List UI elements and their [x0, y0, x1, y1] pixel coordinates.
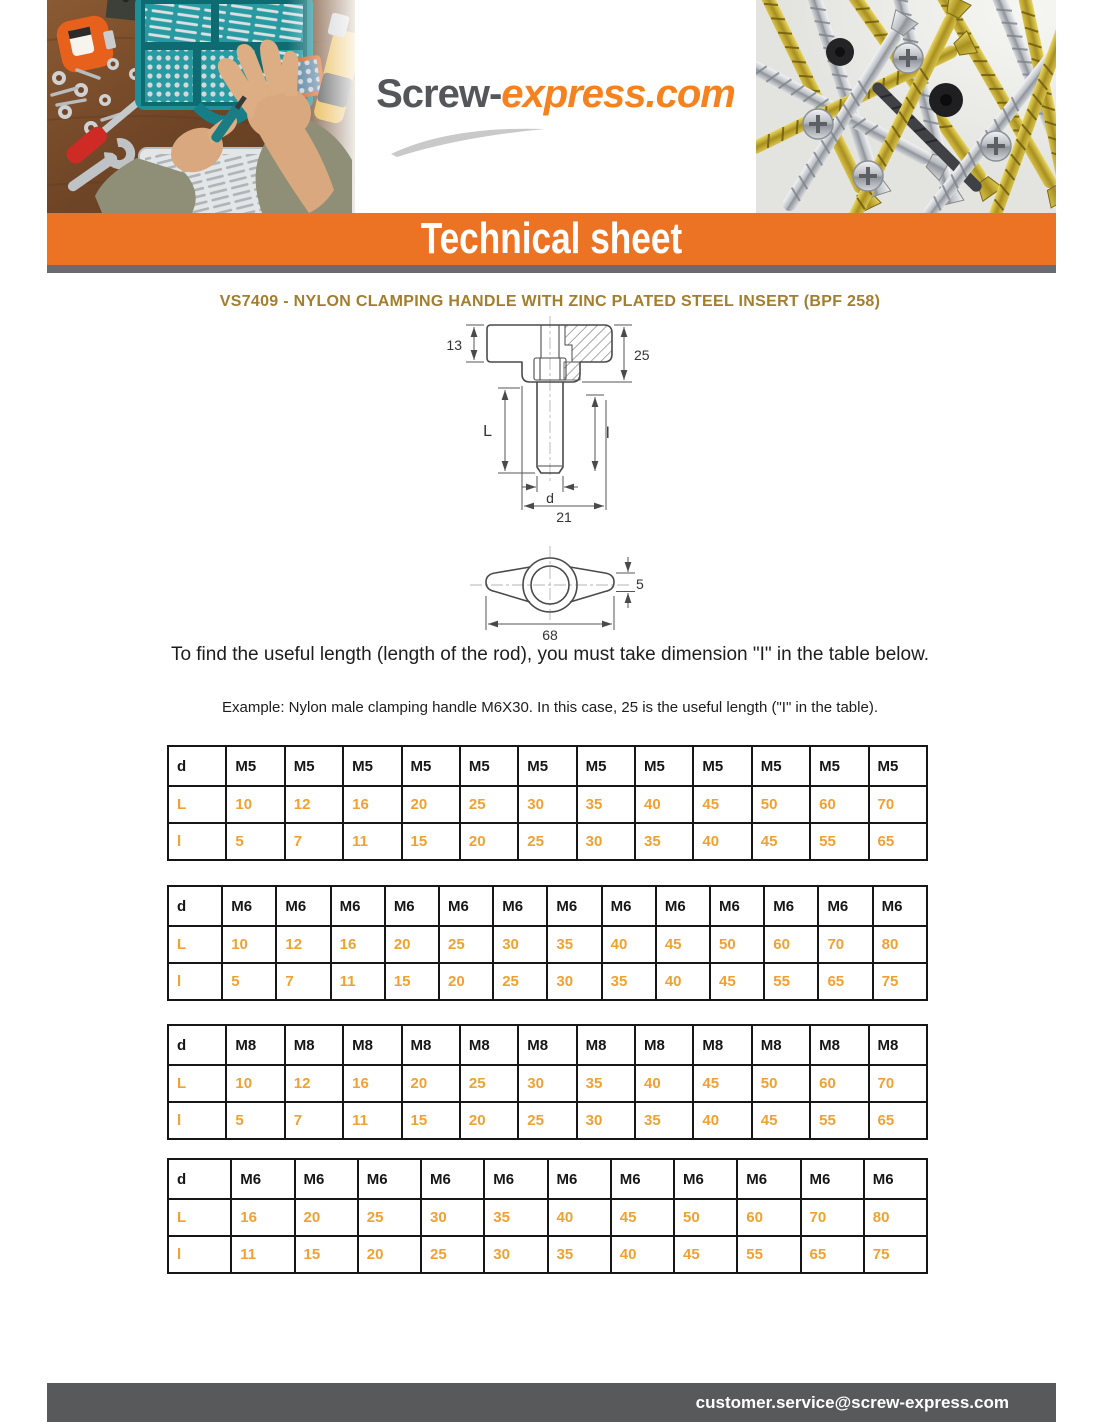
value-cell: 25 — [439, 926, 493, 963]
value-cell: 25 — [493, 963, 547, 1000]
value-cell: 25 — [460, 1065, 518, 1102]
value-cell: M6 — [295, 1159, 358, 1199]
row-label-cell: d — [168, 886, 222, 926]
value-cell: 45 — [752, 1102, 810, 1139]
value-cell: 35 — [547, 926, 601, 963]
value-cell: M8 — [402, 1025, 460, 1065]
value-cell: 45 — [656, 926, 710, 963]
product-title: VS7409 - NYLON CLAMPING HANDLE WITH ZINC PLATED STEEL INSERT (BPF 258) — [219, 293, 881, 310]
value-cell: 20 — [385, 926, 439, 963]
value-cell: 80 — [864, 1199, 927, 1236]
logo-swoosh — [388, 118, 548, 160]
value-cell: 5 — [226, 823, 284, 860]
value-cell: 40 — [693, 823, 751, 860]
length-row — [168, 963, 927, 1000]
value-cell: M6 — [674, 1159, 737, 1199]
value-cell: 70 — [801, 1199, 864, 1236]
value-cell: 50 — [752, 786, 810, 823]
value-cell: 45 — [752, 823, 810, 860]
dim-l: l — [606, 425, 610, 442]
length-row — [168, 1199, 927, 1236]
value-cell: 30 — [421, 1199, 484, 1236]
value-cell: 60 — [737, 1199, 800, 1236]
row-label-cell: l — [168, 963, 222, 1000]
value-cell: 40 — [548, 1199, 611, 1236]
value-cell: 65 — [869, 823, 928, 860]
value-cell: 15 — [385, 963, 439, 1000]
value-cell: 16 — [231, 1199, 294, 1236]
value-cell: 35 — [602, 963, 656, 1000]
value-cell: M5 — [693, 746, 751, 786]
value-cell: 11 — [343, 823, 401, 860]
value-cell: 15 — [402, 823, 460, 860]
dim-5: 5 — [636, 576, 644, 592]
value-cell: 80 — [873, 926, 927, 963]
value-cell: 16 — [343, 1065, 401, 1102]
value-cell: 15 — [402, 1102, 460, 1139]
value-cell: 16 — [331, 926, 385, 963]
value-cell: 15 — [295, 1236, 358, 1273]
value-cell: M6 — [602, 886, 656, 926]
value-cell: M8 — [285, 1025, 343, 1065]
value-cell: M6 — [611, 1159, 674, 1199]
value-cell: 50 — [674, 1199, 737, 1236]
top-view-drawing — [458, 542, 658, 647]
logo-text-gray: Screw- — [376, 72, 502, 116]
row-label-cell: d — [168, 1025, 226, 1065]
value-cell: 45 — [693, 1065, 751, 1102]
value-cell: M6 — [873, 886, 927, 926]
value-cell: 65 — [818, 963, 872, 1000]
value-cell: 70 — [818, 926, 872, 963]
value-cell: 25 — [518, 1102, 576, 1139]
value-cell: 20 — [439, 963, 493, 1000]
value-cell: 55 — [764, 963, 818, 1000]
value-cell: 40 — [635, 1065, 693, 1102]
value-cell: 20 — [295, 1199, 358, 1236]
value-cell: 20 — [358, 1236, 421, 1273]
value-cell: M6 — [421, 1159, 484, 1199]
value-cell: M6 — [439, 886, 493, 926]
value-cell: 70 — [869, 786, 928, 823]
value-cell: M6 — [358, 1159, 421, 1199]
value-cell: 55 — [737, 1236, 800, 1273]
value-cell: M8 — [343, 1025, 401, 1065]
workbench-photo — [47, 0, 355, 213]
size-row — [168, 886, 927, 926]
size-row — [168, 1159, 927, 1199]
value-cell: 40 — [656, 963, 710, 1000]
value-cell: 11 — [331, 963, 385, 1000]
value-cell: M5 — [752, 746, 810, 786]
value-cell: 35 — [635, 823, 693, 860]
value-cell: 40 — [611, 1236, 674, 1273]
value-cell: 11 — [343, 1102, 401, 1139]
size-row — [168, 1025, 927, 1065]
value-cell: M6 — [548, 1159, 611, 1199]
row-label-cell: l — [168, 823, 226, 860]
row-label-cell: l — [168, 1236, 231, 1273]
value-cell: 11 — [231, 1236, 294, 1273]
instruction-text: To find the useful length (length of the rod), you must take dimension "I" in the table below. — [170, 644, 930, 665]
value-cell: 10 — [226, 786, 284, 823]
value-cell: M6 — [493, 886, 547, 926]
value-cell: 20 — [460, 823, 518, 860]
dim-68: 68 — [542, 627, 558, 643]
dim-13: 13 — [446, 337, 462, 353]
value-cell: 7 — [285, 823, 343, 860]
value-cell: 65 — [801, 1236, 864, 1273]
value-cell: 40 — [693, 1102, 751, 1139]
value-cell: M8 — [752, 1025, 810, 1065]
value-cell: 50 — [752, 1065, 810, 1102]
dimension-table-m6-long — [167, 1158, 928, 1274]
value-cell: M8 — [635, 1025, 693, 1065]
row-label-cell: L — [168, 926, 222, 963]
value-cell: 12 — [285, 1065, 343, 1102]
value-cell: 20 — [460, 1102, 518, 1139]
value-cell: 5 — [222, 963, 276, 1000]
length-row — [168, 786, 927, 823]
value-cell: 50 — [710, 926, 764, 963]
logo-text-orange: express.com — [501, 72, 735, 116]
value-cell: M6 — [231, 1159, 294, 1199]
value-cell: M6 — [331, 886, 385, 926]
value-cell: M8 — [577, 1025, 635, 1065]
value-cell: 60 — [764, 926, 818, 963]
value-cell: 35 — [548, 1236, 611, 1273]
site-logo — [355, 74, 756, 114]
value-cell: 30 — [493, 926, 547, 963]
value-cell: M5 — [343, 746, 401, 786]
value-cell: M5 — [460, 746, 518, 786]
value-cell: 12 — [276, 926, 330, 963]
value-cell: 60 — [810, 786, 868, 823]
row-label-cell: L — [168, 1199, 231, 1236]
value-cell: M8 — [518, 1025, 576, 1065]
length-row — [168, 926, 927, 963]
value-cell: 20 — [402, 1065, 460, 1102]
screws-photo — [756, 0, 1056, 213]
value-cell: M8 — [693, 1025, 751, 1065]
length-row — [168, 1236, 927, 1273]
value-cell: M6 — [801, 1159, 864, 1199]
value-cell: 25 — [421, 1236, 484, 1273]
value-cell: 45 — [693, 786, 751, 823]
value-cell: 35 — [577, 786, 635, 823]
value-cell: M5 — [869, 746, 928, 786]
value-cell: M5 — [518, 746, 576, 786]
value-cell: 35 — [635, 1102, 693, 1139]
value-cell: M5 — [577, 746, 635, 786]
value-cell: M5 — [226, 746, 284, 786]
footer-email: customer.service@screw-express.com — [695, 1392, 1009, 1412]
value-cell: M6 — [385, 886, 439, 926]
value-cell: 10 — [222, 926, 276, 963]
dimension-table-m8 — [167, 1024, 928, 1140]
value-cell: M6 — [656, 886, 710, 926]
value-cell: 7 — [276, 963, 330, 1000]
dimension-table-m5 — [167, 745, 928, 861]
value-cell: 55 — [810, 1102, 868, 1139]
value-cell: 35 — [484, 1199, 547, 1236]
value-cell: 12 — [285, 786, 343, 823]
value-cell: 35 — [577, 1065, 635, 1102]
value-cell: M6 — [818, 886, 872, 926]
value-cell: 16 — [343, 786, 401, 823]
value-cell: 25 — [518, 823, 576, 860]
value-cell: 30 — [577, 1102, 635, 1139]
dim-d: d — [546, 490, 554, 506]
value-cell: 30 — [518, 1065, 576, 1102]
value-cell: 45 — [611, 1199, 674, 1236]
front-view-drawing — [428, 316, 688, 528]
value-cell: M6 — [737, 1159, 800, 1199]
row-label-cell: L — [168, 1065, 226, 1102]
size-row — [168, 746, 927, 786]
value-cell: 75 — [864, 1236, 927, 1273]
value-cell: M8 — [869, 1025, 928, 1065]
row-label-cell: d — [168, 1159, 231, 1199]
value-cell: M5 — [810, 746, 868, 786]
value-cell: M6 — [710, 886, 764, 926]
row-label-cell: l — [168, 1102, 226, 1139]
technical-sheet-banner — [47, 213, 1056, 265]
value-cell: 25 — [460, 786, 518, 823]
value-cell: 30 — [518, 786, 576, 823]
dim-L: L — [483, 423, 492, 440]
value-cell: M5 — [635, 746, 693, 786]
value-cell: M8 — [460, 1025, 518, 1065]
footer-bar — [47, 1383, 1056, 1422]
value-cell: 45 — [674, 1236, 737, 1273]
value-cell: M5 — [402, 746, 460, 786]
value-cell: 30 — [484, 1236, 547, 1273]
value-cell: 65 — [869, 1102, 928, 1139]
banner-underline — [47, 265, 1056, 273]
value-cell: M8 — [810, 1025, 868, 1065]
value-cell: M6 — [276, 886, 330, 926]
length-row — [168, 1102, 927, 1139]
value-cell: M6 — [764, 886, 818, 926]
value-cell: 20 — [402, 786, 460, 823]
length-row — [168, 823, 927, 860]
row-label-cell: d — [168, 746, 226, 786]
dimension-table-m6 — [167, 885, 928, 1001]
value-cell: 7 — [285, 1102, 343, 1139]
value-cell: M6 — [547, 886, 601, 926]
value-cell: 40 — [635, 786, 693, 823]
value-cell: 60 — [810, 1065, 868, 1102]
value-cell: 75 — [873, 963, 927, 1000]
value-cell: 45 — [710, 963, 764, 1000]
value-cell: 25 — [358, 1199, 421, 1236]
dim-21: 21 — [556, 509, 572, 525]
value-cell: 30 — [577, 823, 635, 860]
value-cell: M6 — [864, 1159, 927, 1199]
value-cell: 70 — [869, 1065, 928, 1102]
value-cell: M8 — [226, 1025, 284, 1065]
value-cell: 30 — [547, 963, 601, 1000]
banner-title: Technical sheet — [420, 214, 683, 263]
value-cell: M5 — [285, 746, 343, 786]
value-cell: 40 — [602, 926, 656, 963]
example-text: Example: Nylon male clamping handle M6X30. In this case, 25 is the useful length ("I" in the table). — [221, 699, 878, 716]
value-cell: 55 — [810, 823, 868, 860]
value-cell: M6 — [222, 886, 276, 926]
row-label-cell: L — [168, 786, 226, 823]
value-cell: 5 — [226, 1102, 284, 1139]
value-cell: M6 — [484, 1159, 547, 1199]
length-row — [168, 1065, 927, 1102]
value-cell: 10 — [226, 1065, 284, 1102]
dim-25: 25 — [634, 347, 650, 363]
